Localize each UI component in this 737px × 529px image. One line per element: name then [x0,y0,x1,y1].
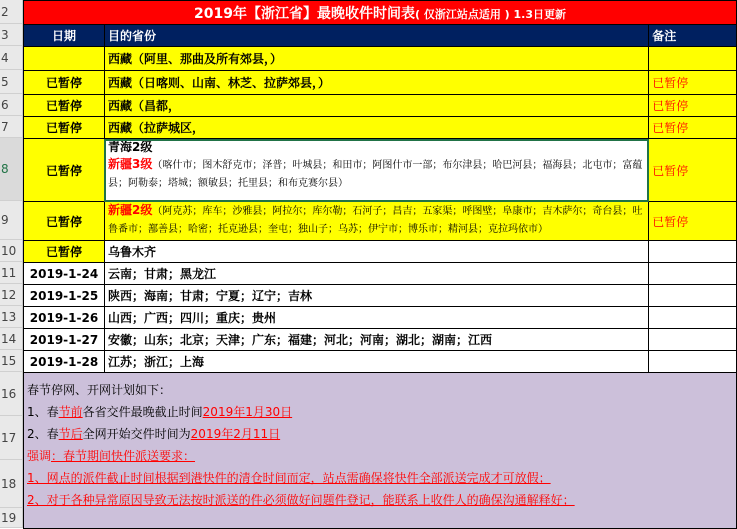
qinghai-label: 青海2级 [107,140,153,154]
date-cell[interactable]: 已暂停 [24,95,105,117]
notes-block[interactable] [24,373,737,529]
province-cell[interactable]: 西藏（昌都， [104,95,648,117]
province-cell[interactable]: 安徽；山东；北京；天津；广东；福建；河北；河南；湖北；湖南；江西 [104,329,648,351]
title-main: 2019年【浙江省】最晚收件时间表 [194,5,415,22]
row-number[interactable]: 14 [0,328,22,350]
row-number[interactable]: 19 [0,508,22,528]
note-cell[interactable] [649,263,737,285]
date-cell[interactable]: 已暂停 [24,117,105,139]
row-number[interactable]: 16 [0,372,22,416]
xinjiang3-label: 新疆3级 [107,157,153,171]
row-number[interactable]: 13 [0,306,22,328]
header-note[interactable]: 备注 [649,25,737,47]
row-number[interactable]: 6 [0,94,22,116]
date-cell[interactable]: 2019-1-27 [24,329,105,351]
row-number[interactable]: 8 [0,138,22,201]
schedule-sheet [23,0,737,529]
xinjiang3-detail: （喀什市；图木舒克市；泽普；叶城县；和田市；阿图什市一部；布尔津县；哈巴河县；福海县；北屯市；富蕴县；阿勒泰；塔城；额敏县；托里县；和布克赛尔县） [107,160,643,189]
province-cell-selected[interactable] [104,139,648,202]
date-cell[interactable]: 已暂停 [24,202,105,241]
province-cell[interactable]: 山西；广西；四川；重庆；贵州 [104,307,648,329]
notes-requirement-2: 2、对于各种异常原因导致无法按时派送的件必须做好问题件登记，能联系上收件人的确保沟通解释好； [27,493,575,507]
date-cell[interactable] [24,47,105,71]
row-number[interactable]: 3 [0,24,22,46]
province-cell[interactable] [104,202,648,241]
row-number[interactable]: 4 [0,46,22,70]
notes-line-2: 2、春节后全网开始交件时间为2019年2月11日 [27,427,281,441]
note-cell[interactable] [649,285,737,307]
date-cell[interactable]: 已暂停 [24,139,105,202]
row-number[interactable]: 2 [0,0,22,24]
note-cell[interactable]: 已暂停 [649,95,737,117]
note-cell[interactable] [649,351,737,373]
province-cell[interactable]: 西藏（阿里、那曲及所有郊县，） [104,47,648,71]
row-number[interactable]: 9 [0,201,22,240]
row-number[interactable]: 15 [0,350,22,372]
row-number[interactable]: 11 [0,262,22,284]
date-cell[interactable]: 2019-1-26 [24,307,105,329]
xinjiang2-label: 新疆2级 [107,203,153,217]
province-cell[interactable]: 乌鲁木齐 [104,241,648,263]
row-number[interactable]: 7 [0,116,22,138]
notes-intro: 春节停网、开网计划如下： [27,383,172,397]
province-cell[interactable]: 江苏；浙江；上海 [104,351,648,373]
note-cell[interactable] [649,329,737,351]
province-cell[interactable]: 云南；甘肃；黑龙江 [104,263,648,285]
title-sub: ( 仅浙江站点适用 ) 1.3日更新 [414,7,566,21]
header-province[interactable]: 目的省份 [104,25,648,47]
note-cell[interactable] [649,307,737,329]
row-number[interactable]: 12 [0,284,22,306]
note-cell[interactable]: 已暂停 [649,117,737,139]
date-cell[interactable]: 已暂停 [24,71,105,95]
notes-emphasis: 强调：春节期间快件派送要求： [27,449,196,463]
xinjiang2-detail: （阿克苏；库车；沙雅县；阿拉尔；库尔勒；石河子；昌吉；五家渠；呼图壁；阜康市；吉木萨尔；奇台县；吐鲁番市；鄯善县；哈密；托克逊县；奎屯；独山子；乌苏；伊宁市；博乐市；精河县；克拉玛依市） [107,206,643,235]
notes-requirement-1: 1、网点的派件截止时间根据到港快件的清仓时间而定，站点需确保将快件全部派送完成才可放假； [27,471,551,485]
note-cell[interactable]: 已暂停 [649,71,737,95]
date-cell[interactable]: 2019-1-25 [24,285,105,307]
row-number[interactable]: 10 [0,240,22,262]
date-cell[interactable]: 2019-1-28 [24,351,105,373]
row-number[interactable]: 5 [0,70,22,94]
note-cell[interactable]: 已暂停 [649,202,737,241]
province-cell[interactable]: 西藏（拉萨城区， [104,117,648,139]
note-cell[interactable] [649,47,737,71]
row-number[interactable]: 17 [0,416,22,460]
note-cell[interactable] [649,241,737,263]
province-cell[interactable]: 西藏（日喀则、山南、林芝、拉萨郊县，） [104,71,648,95]
header-date[interactable]: 日期 [24,25,105,47]
date-cell[interactable]: 已暂停 [24,241,105,263]
row-header-column [0,0,23,528]
notes-line-1: 1、春节前各省交件最晚截止时间2019年1月30日 [27,405,293,419]
row-number[interactable]: 18 [0,460,22,508]
sheet-title[interactable] [24,1,737,25]
province-cell[interactable]: 陕西；海南；甘肃；宁夏；辽宁；吉林 [104,285,648,307]
date-cell[interactable]: 2019-1-24 [24,263,105,285]
note-cell[interactable]: 已暂停 [649,139,737,202]
